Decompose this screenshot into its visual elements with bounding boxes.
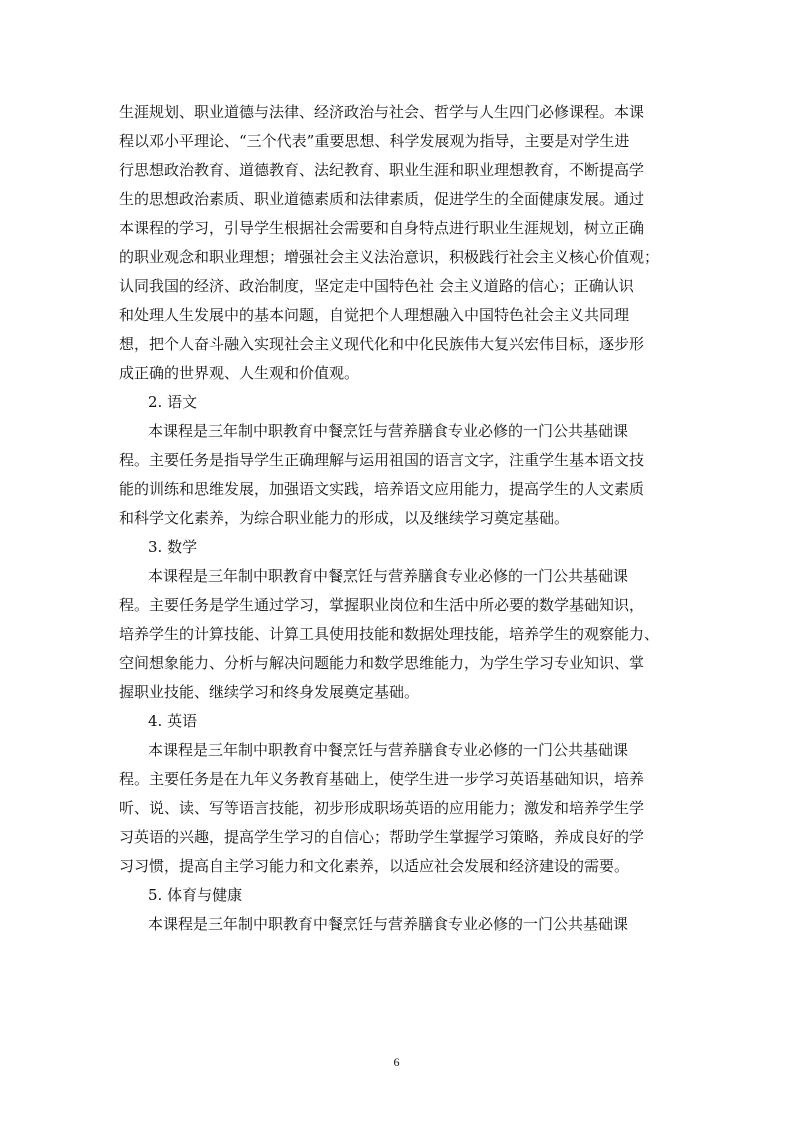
paragraph-line: 和科学文化素养，为综合职业能力的形成，以及继续学习奠定基础。 [119,509,570,527]
paragraph-line: 习英语的兴趣，提高学生学习的自信心；帮助学生掌握学习策略，养成良好的学 [119,828,645,846]
paragraph-line: 程。主要任务是学生通过学习，掌握职业岗位和生活中所必要的数学基础知识， [119,596,645,614]
paragraph-line: 习习惯，提高自主学习能力和文化素养，以适应社会发展和经济建设的需要。 [119,857,630,875]
paragraph-line: 和处理人生发展中的基本问题，自觉把个人理想融入中国特色社会主义共同理 [119,306,630,324]
paragraph-line: 程。主要任务是指导学生正确理解与运用祖国的语言文字，注重学生基本语文技 [119,451,645,469]
paragraph-line: 程。主要任务是在九年义务教育基础上，使学生进一步学习英语基础知识，培养 [119,770,645,788]
body-text [119,98,679,939]
paragraph-line: 本课程是三年制中职教育中餐烹饪与营养膳食专业必修的一门公共基础课 [148,567,629,585]
paragraph-line: 行思想政治教育、道德教育、法纪教育、职业生涯和职业理想教育，不断提高学 [119,161,645,179]
section-heading: 2. 语文 [148,393,198,411]
paragraph-line: 认同我国的经济、政治制度，坚定走中国特色社 会主义道路的信心；正确认识 [119,277,634,295]
paragraph-line: 培养学生的计算技能、计算工具使用技能和数据处理技能，培养学生的观察能力、 [119,625,660,643]
page-number: 6 [393,1055,400,1069]
paragraph-line: 本课程是三年制中职教育中餐烹饪与营养膳食专业必修的一门公共基础课 [148,915,629,933]
paragraph-line: 成正确的世界观、人生观和价值观。 [119,364,360,382]
paragraph-line: 握职业技能、继续学习和终身发展奠定基础。 [119,683,420,701]
paragraph-line: 能的训练和思维发展，加强语文实践，培养语文应用能力，提高学生的人文素质 [119,480,645,498]
paragraph-line: 程以邓小平理论、“三个代表”重要思想、科学发展观为指导，主要是对学生进 [119,132,630,150]
paragraph-line: 想，把个人奋斗融入实现社会主义现代化和中化民族伟大复兴宏伟目标，逐步形 [119,335,645,353]
paragraph-line: 的职业观念和职业理想；增强社会主义法治意识，积极践行社会主义核心价值观； [119,248,660,266]
paragraph-line: 听、说、读、写等语言技能，初步形成职场英语的应用能力；激发和培养学生学 [119,799,645,817]
paragraph-line: 生涯规划、职业道德与法律、经济政治与社会、哲学与人生四门必修课程。本课 [119,103,645,121]
paragraph-line: 生的思想政治素质、职业道德素质和法律素质，促进学生的全面健康发展。通过 [119,190,645,208]
section-heading: 5. 体育与健康 [148,886,243,904]
paragraph-line: 空间想象能力、分析与解决问题能力和数学思维能力，为学生学习专业知识、掌 [119,654,645,672]
paragraph-line: 本课程的学习，引导学生根据社会需要和自身特点进行职业生涯规划，树立正确 [119,219,645,237]
section-heading: 4. 英语 [148,712,198,730]
paragraph-line: 本课程是三年制中职教育中餐烹饪与营养膳食专业必修的一门公共基础课 [148,422,629,440]
section-heading: 3. 数学 [148,538,198,556]
paragraph-line: 本课程是三年制中职教育中餐烹饪与营养膳食专业必修的一门公共基础课 [148,741,629,759]
